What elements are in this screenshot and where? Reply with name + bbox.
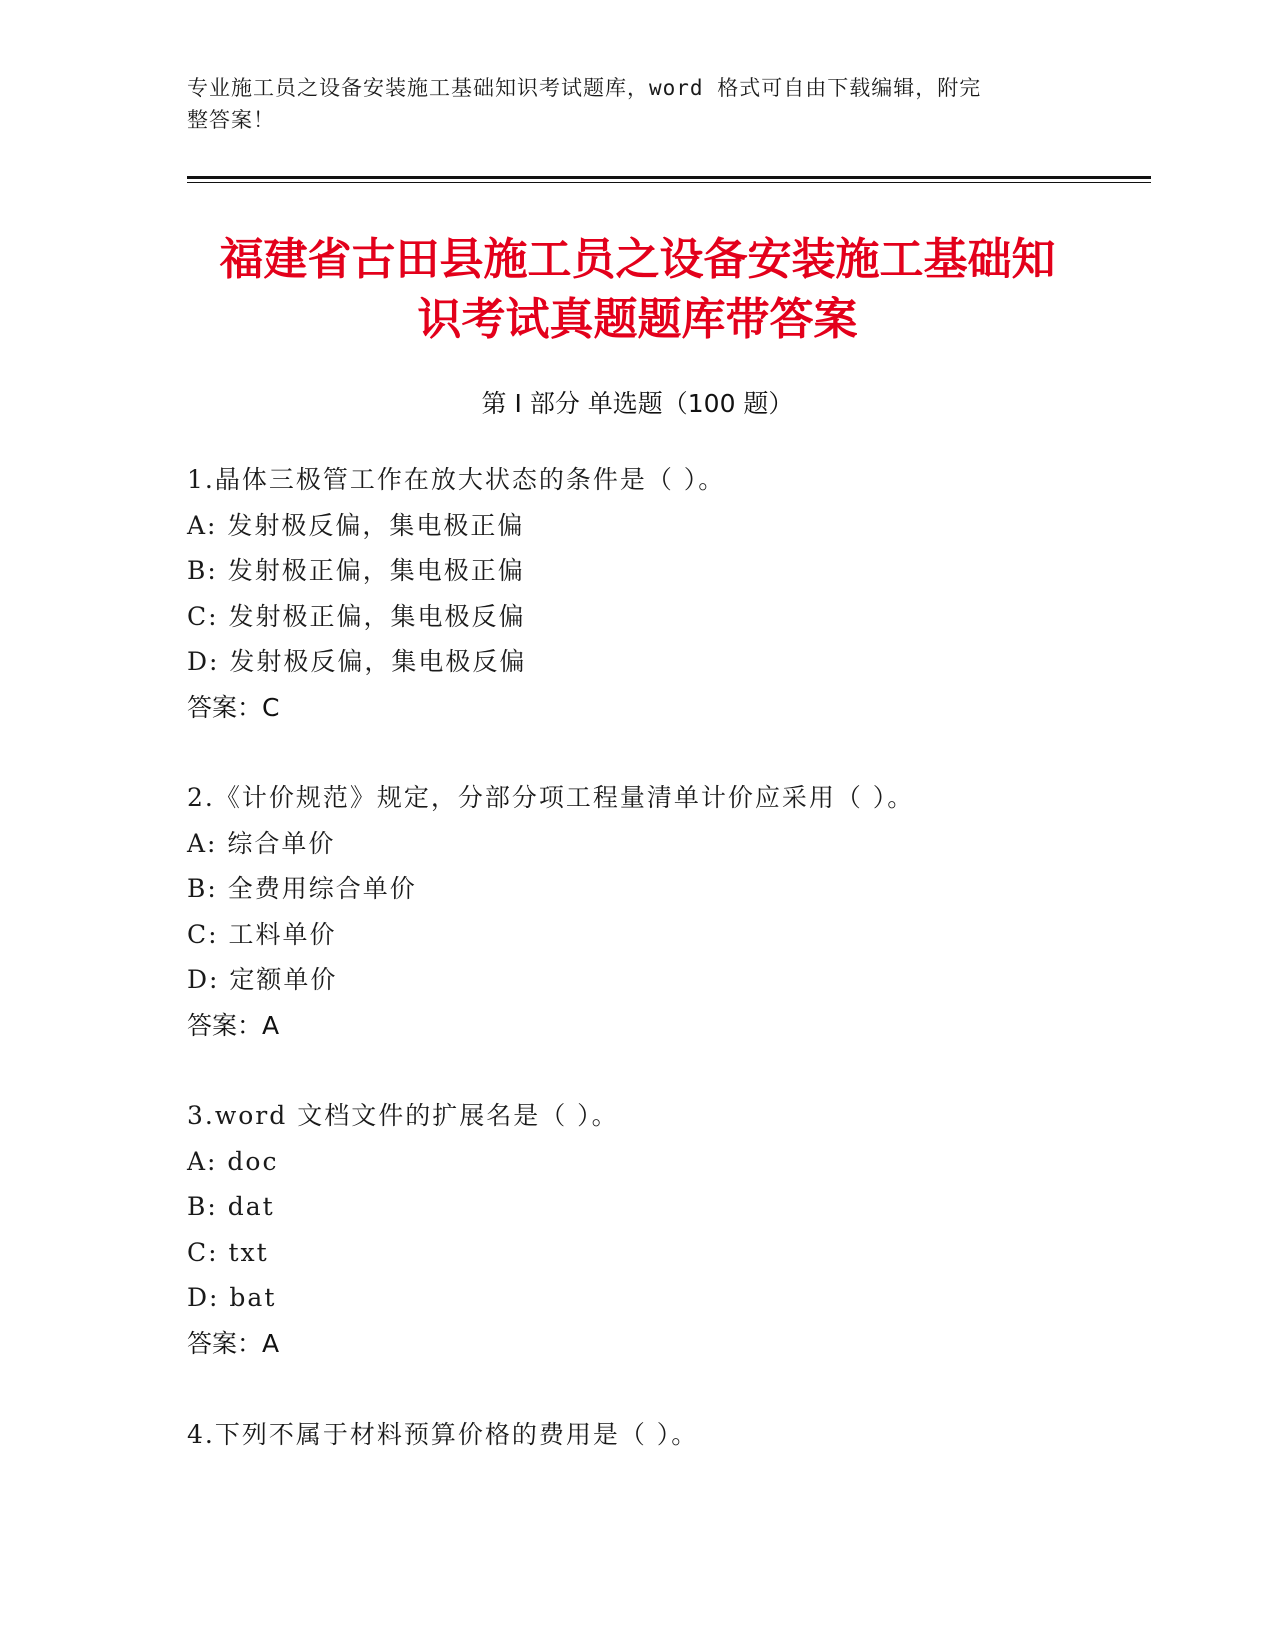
question-4 xyxy=(187,1412,1147,1458)
option-b: B: dat xyxy=(187,1192,275,1221)
document-title-line-1: 福建省古田县施工员之设备安装施工基础知 xyxy=(219,234,1056,285)
question-stem: 4.下列不属于材料预算价格的费用是（ ）。 xyxy=(187,1420,699,1449)
option-c: C: txt xyxy=(187,1237,269,1267)
option-b: B: 发射极正偏，集电极正偏 xyxy=(187,556,525,585)
header-note-line-1: 专业施工员之设备安装施工基础知识考试题库，word 格式可自由下载编辑，附完 xyxy=(187,76,982,100)
header-rule-thick xyxy=(187,176,1151,179)
option-d: D: bat xyxy=(187,1283,277,1312)
answer: 答案：A xyxy=(187,1328,280,1358)
option-c: C: 工料单价 xyxy=(187,919,337,949)
question-2 xyxy=(187,775,1147,1048)
section-heading: 第 I 部分 单选题（100 题） xyxy=(481,389,794,418)
option-b: B: 全费用综合单价 xyxy=(187,874,417,903)
option-a: A: 发射极反偏，集电极正偏 xyxy=(187,510,525,540)
option-d: D: 定额单价 xyxy=(187,965,338,994)
answer: 答案：A xyxy=(187,1010,280,1040)
header-note xyxy=(187,72,1067,136)
answer: 答案：C xyxy=(187,692,280,722)
question-stem: 2.《计价规范》规定，分部分项工程量清单计价应采用（ ）。 xyxy=(187,783,915,812)
option-c: C: 发射极正偏，集电极反偏 xyxy=(187,601,526,631)
question-stem: 1.晶体三极管工作在放大状态的条件是（ ）。 xyxy=(187,465,726,494)
option-a: A: 综合单价 xyxy=(187,828,336,858)
document-title-line-2: 识考试真题题库带答案 xyxy=(417,294,858,345)
header-note-line-2: 整答案！ xyxy=(187,108,275,132)
question-1 xyxy=(187,457,1147,730)
question-3 xyxy=(187,1093,1147,1366)
document-title xyxy=(150,230,1125,350)
header-rule-thin xyxy=(187,182,1151,183)
option-d: D: 发射极反偏，集电极反偏 xyxy=(187,647,527,676)
question-stem: 3.word 文档文件的扩展名是（ ）。 xyxy=(187,1101,619,1130)
option-a: A: doc xyxy=(187,1146,279,1176)
